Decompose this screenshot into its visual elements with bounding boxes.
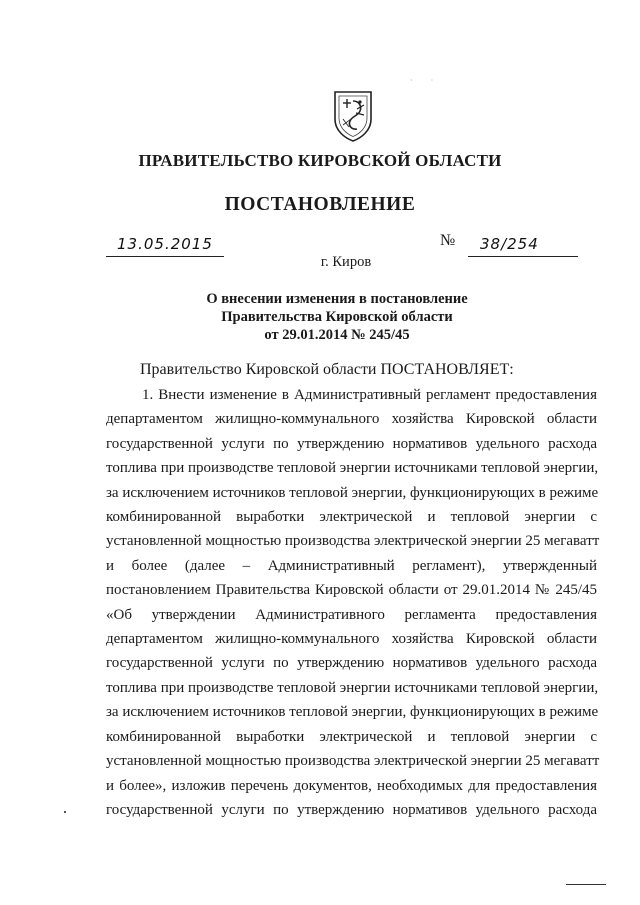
body-line: государственной услуги по утверждению нормативов удельного расхода <box>106 655 597 672</box>
subject-line: от 29.01.2014 № 245/45 <box>264 327 410 343</box>
body-line: государственной услуги по утверждению нормативов удельного расхода <box>106 801 597 818</box>
scan-noise: · · <box>410 76 442 85</box>
handwritten-number: 38/254 <box>480 235 539 253</box>
body-line: за исключением источников тепловой энергии, функционирующих в режиме <box>106 484 599 501</box>
body-line: за исключением источников тепловой энергии, функционирующих в режиме <box>106 704 599 721</box>
subject-line: Правительства Кировской области <box>221 309 453 325</box>
number-sign: № <box>440 232 456 249</box>
body-line: «Об утверждении Административного регламента предоставления <box>106 606 597 623</box>
body-line: установленной мощностью производства электрической энергии 25 мегаватт <box>106 533 600 550</box>
body-line: и более (далее – Административный регламент), утвержденный <box>106 557 597 574</box>
footer-rule <box>566 884 606 885</box>
subject-heading <box>0 290 640 344</box>
document-type-heading: ПОСТАНОВЛЕНИЕ <box>224 194 416 215</box>
body-line: комбинированной выработки электрической и тепловой энергии с <box>106 728 597 745</box>
body-line: топлива при производстве тепловой энергии источниками тепловой энергии, <box>106 679 599 696</box>
body-line: установленной мощностью производства электрической энергии 25 мегаватт <box>106 753 600 770</box>
city-label: г. Киров <box>320 254 372 270</box>
subject-line: О внесении изменения в постановление <box>206 291 468 307</box>
body-line: государственной услуги по утверждению нормативов удельного расхода <box>106 435 597 452</box>
body-line: топлива при производстве тепловой энергии источниками тепловой энергии, <box>106 460 599 477</box>
body-paragraph <box>106 383 600 822</box>
preamble-text: Правительство Кировской области ПОСТАНОВЛЯЕТ: <box>140 361 514 378</box>
government-title: ПРАВИТЕЛЬСТВО КИРОВСКОЙ ОБЛАСТИ <box>138 151 502 170</box>
handwritten-date: 13.05.2015 <box>117 235 213 253</box>
scan-speck <box>64 811 66 813</box>
body-line: департаментом жилищно-коммунального хозяйства Кировской области <box>106 631 597 648</box>
body-line: постановлением Правительства Кировской области от 29.01.2014 № 245/45 <box>106 582 597 599</box>
kirov-coat-of-arms-icon <box>331 89 375 143</box>
body-line: 1. Внести изменение в Административный регламент предоставления <box>142 387 597 403</box>
body-line: и более», изложив перечень документов, необходимых для предоставления <box>106 777 597 794</box>
body-line: департаментом жилищно-коммунального хозяйства Кировской области <box>106 411 597 428</box>
body-line: комбинированной выработки электрической и тепловой энергии с <box>106 509 597 526</box>
